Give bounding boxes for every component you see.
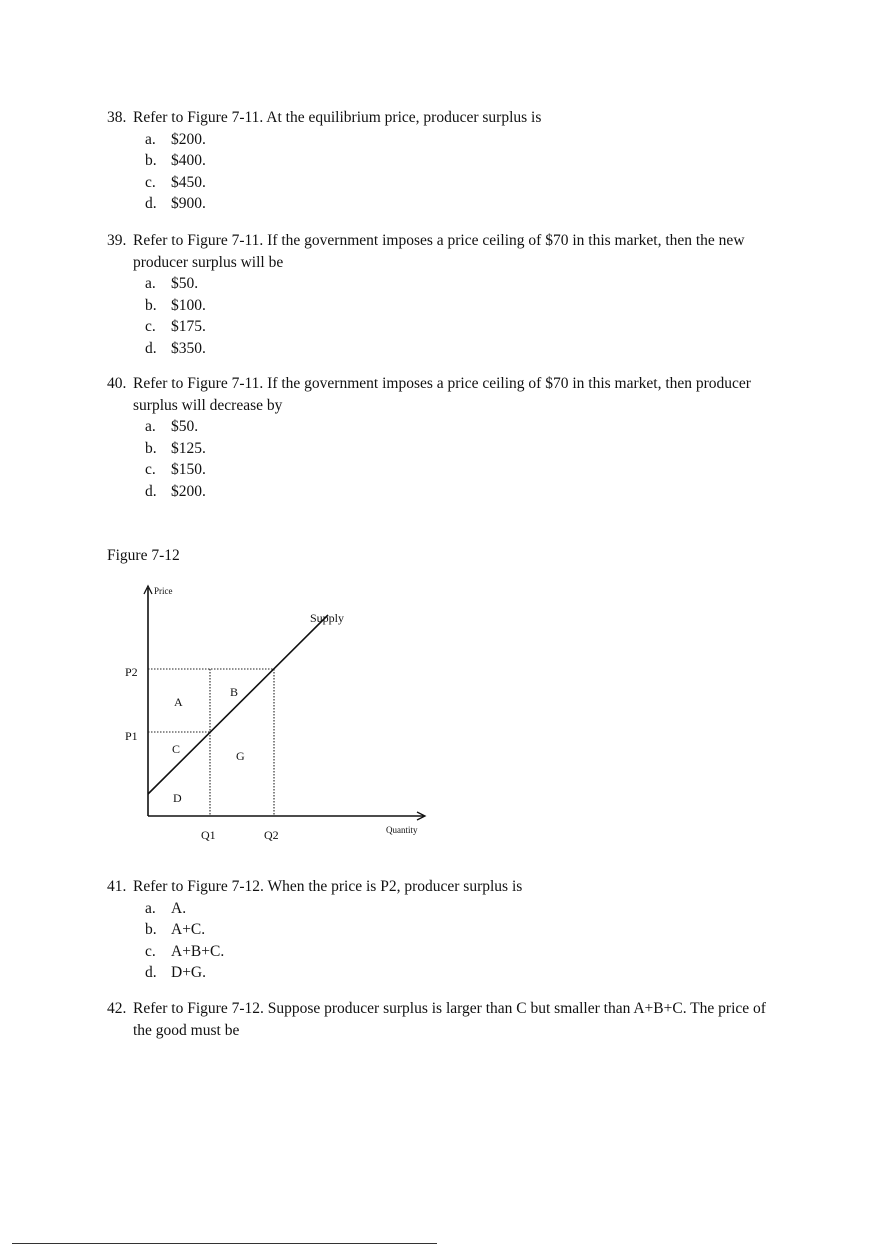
option-text: $200. [171,130,206,148]
option-letter: a. [145,275,156,292]
question-39 [107,230,767,359]
answer-option [145,150,767,172]
option-text: $200. [171,482,206,500]
answer-option [145,273,767,295]
answer-option [145,295,767,317]
question-stem [107,107,767,129]
answer-option [145,459,767,481]
option-text: $450. [171,173,206,191]
p1-label: P1 [125,729,138,743]
option-text: A. [171,899,187,917]
region-d-label: D [173,791,182,805]
question-text: Refer to Figure 7-12. Suppose producer surplus is larger than C but smaller than A+B+C. The price of the good must be [133,1000,766,1039]
answer-option [145,172,767,194]
question-number: 42. [107,1000,127,1017]
y-axis-label: Price [154,586,173,596]
q2-label: Q2 [264,828,279,842]
question-stem [107,998,767,1041]
answer-option [145,481,767,503]
answer-option [145,338,767,360]
question-text: Refer to Figure 7-11. At the equilibrium price, producer surplus is [133,109,542,126]
option-text: A+C. [171,921,206,938]
option-text: D+G. [171,964,207,981]
option-text: $900. [171,195,206,212]
answer-option [145,962,767,984]
region-g-label: G [236,749,245,763]
question-40 [107,373,767,502]
option-letter: c. [145,461,156,478]
region-a-label: A [174,695,183,709]
question-text: Refer to Figure 7-11. If the government imposes a price ceiling of $70 in this market, then producer surplus will decrease by [133,375,751,414]
option-letter: c. [145,942,156,960]
option-letter: d. [145,195,157,212]
question-number: 41. [107,878,127,895]
option-text: $350. [171,339,206,357]
supply-figure [110,578,440,848]
answer-option [145,438,767,460]
region-c-label: C [172,742,181,756]
option-text: $125. [171,439,206,457]
question-text: Refer to Figure 7-12. When the price is P2, producer surplus is [133,878,523,895]
figure-title: Figure 7-12 [107,547,180,564]
answer-option [145,416,767,438]
option-text: $175. [171,318,206,335]
answer-option [145,129,767,151]
option-letter: d. [145,482,157,500]
question-stem [107,876,767,898]
option-letter: a. [145,130,156,148]
option-text: $150. [171,461,206,478]
answer-option [145,919,767,941]
option-text: $100. [171,296,206,314]
q1-label: Q1 [201,828,216,842]
option-letter: d. [145,339,157,357]
p2-label: P2 [125,665,138,679]
question-number: 39. [107,232,127,249]
question-number: 40. [107,375,127,392]
option-letter: a. [145,418,156,435]
option-text: $50. [171,275,199,292]
option-letter: b. [145,152,157,169]
question-number: 38. [107,109,127,126]
question-41 [107,876,767,984]
option-text: A+B+C. [171,942,225,960]
option-text: $50. [171,418,199,435]
supply-curve-label: Supply [310,611,345,625]
x-axis-label: Quantity [386,825,418,835]
option-letter: c. [145,173,156,191]
question-42 [107,998,767,1041]
option-letter: c. [145,318,156,335]
question-stem [107,230,767,273]
option-letter: b. [145,439,157,457]
question-text: Refer to Figure 7-11. If the government imposes a price ceiling of $70 in this market, then the new producer surplus will be [133,232,745,271]
option-letter: b. [145,296,157,314]
question-stem [107,373,767,416]
option-letter: d. [145,964,157,981]
answer-option [145,898,767,920]
answer-option [145,193,767,215]
region-b-label: B [230,685,239,699]
answer-option [145,316,767,338]
option-text: $400. [171,152,206,169]
question-38 [107,107,767,215]
page-footer-rule [12,1243,437,1244]
option-letter: a. [145,899,156,917]
option-letter: b. [145,921,157,938]
answer-option [145,941,767,963]
